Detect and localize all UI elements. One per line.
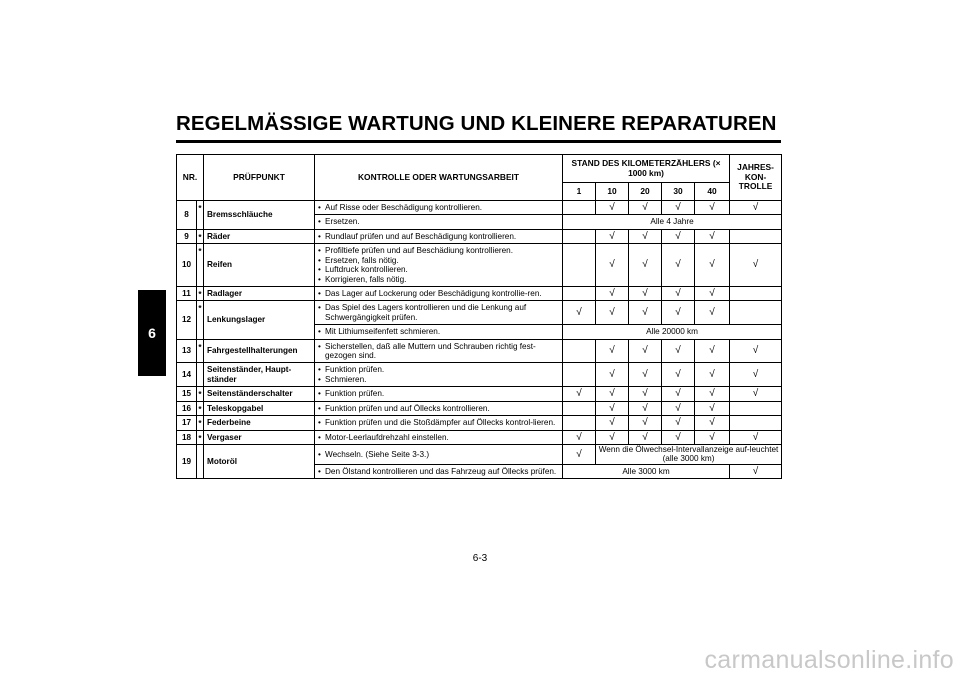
row-number: 19 [177,445,197,479]
row-item: Reifen [204,244,315,287]
title-rule [176,140,781,143]
check-mark: √ [563,445,596,465]
action-item: • Rundlauf prüfen und auf Beschädigung kontrollieren. [318,232,559,241]
row-asterisk: * [197,339,204,363]
action-item: • Ersetzen, falls nötig. [318,256,559,265]
row-item: Fahrgestellhalterungen [204,339,315,363]
check-mark: √ [629,416,662,430]
action-item: • Korrigieren, falls nötig. [318,275,559,284]
action-item: • Mit Lithiumseifenfett schmieren. [318,327,559,336]
row-action [315,339,563,363]
row-item: Bremsschläuche [204,201,315,230]
action-list [318,217,559,226]
row-asterisk: * [197,401,204,415]
action-item: • Ersetzen. [318,217,559,226]
row-number: 14 [177,363,197,387]
action-list [318,289,559,298]
page-title: REGELMÄSSIGE WARTUNG UND KLEINERE REPARATUREN [176,112,777,135]
table-row [177,387,782,401]
check-mark: √ [629,363,662,387]
check-mark: √ [629,339,662,363]
table-row [177,445,782,465]
row-item: Federbeine [204,416,315,430]
row-asterisk: * [197,430,204,444]
maintenance-table [176,154,782,479]
row-item: Seitenständerschalter [204,387,315,401]
check-mark: √ [596,363,629,387]
check-mark [563,416,596,430]
check-mark: √ [695,416,730,430]
table-row [177,301,782,325]
merged-interval: Alle 20000 km [563,325,782,339]
check-mark: √ [662,363,695,387]
check-mark [563,229,596,243]
row-item: Motoröl [204,445,315,479]
row-action [315,387,563,401]
action-list [318,203,559,212]
row-item: Vergaser [204,430,315,444]
row-action [315,363,563,387]
check-mark [730,401,782,415]
check-mark [563,401,596,415]
check-mark: √ [596,301,629,325]
table-row [177,416,782,430]
action-item: • Funktion prüfen. [318,389,559,398]
row-item: Teleskopgabel [204,401,315,415]
action-list [318,327,559,336]
action-item: • Das Lager auf Lockerung oder Beschädigung kontrollie-ren. [318,289,559,298]
check-mark: √ [662,401,695,415]
row-action [315,286,563,300]
row-number: 10 [177,244,197,287]
merged-interval: Wenn die Ölwechsel-Intervallanzeige auf-leuchtet (alle 3000 km) [596,445,782,465]
row-asterisk: * [197,286,204,300]
row-item: Räder [204,229,315,243]
row-item: Lenkungslager [204,301,315,339]
table-row [177,339,782,363]
check-mark: √ [662,244,695,287]
row-number: 13 [177,339,197,363]
merged-interval: Alle 4 Jahre [563,215,782,229]
table-row [177,430,782,444]
check-mark: √ [629,229,662,243]
check-mark [563,339,596,363]
check-mark: √ [695,229,730,243]
row-asterisk: * [197,387,204,401]
row-number: 15 [177,387,197,401]
check-mark: √ [596,401,629,415]
check-mark: √ [629,401,662,415]
check-mark: √ [563,430,596,444]
check-mark: √ [596,286,629,300]
header-nr: NR. [177,155,204,201]
row-action [315,401,563,415]
table-row [177,286,782,300]
row-action [315,201,563,215]
check-mark: √ [730,387,782,401]
check-mark: √ [563,301,596,325]
action-list [318,246,559,284]
check-mark: √ [730,430,782,444]
check-mark: √ [695,387,730,401]
check-mark: √ [695,286,730,300]
check-mark: √ [596,387,629,401]
row-asterisk: * [197,244,204,287]
check-mark: √ [596,339,629,363]
action-list [318,303,559,322]
table-row [177,244,782,287]
action-list [318,450,559,459]
header-stand: STAND DES KILOMETERZÄHLERS (× 1000 km) [563,155,730,183]
row-number: 17 [177,416,197,430]
check-mark: √ [629,244,662,287]
check-mark [730,416,782,430]
action-list [318,389,559,398]
check-mark: √ [629,301,662,325]
header-km: 20 [629,183,662,201]
row-number: 18 [177,430,197,444]
action-list [318,365,559,384]
check-mark [563,201,596,215]
action-list [318,342,559,361]
header-km: 10 [596,183,629,201]
merged-interval: Alle 3000 km [563,464,730,478]
check-mark: √ [596,201,629,215]
action-item: • Funktion prüfen und die Stoßdämpfer auf Öllecks kontrol-lieren. [318,418,559,427]
action-item: • Auf Risse oder Beschädigung kontrollieren. [318,203,559,212]
row-number: 9 [177,229,197,243]
check-mark: √ [695,401,730,415]
row-asterisk [197,363,204,387]
check-mark: √ [596,430,629,444]
check-mark: √ [662,201,695,215]
check-mark: √ [730,339,782,363]
check-mark: √ [629,430,662,444]
check-mark [730,229,782,243]
action-list [318,467,559,476]
action-list [318,404,559,413]
header-kontrolle: KONTROLLE ODER WARTUNGSARBEIT [315,155,563,201]
table-row [177,363,782,387]
action-item: • Den Ölstand kontrollieren und das Fahrzeug auf Öllecks prüfen. [318,467,559,476]
check-mark: √ [596,244,629,287]
check-mark: √ [662,387,695,401]
check-mark: √ [695,339,730,363]
row-action [315,416,563,430]
action-item: • Das Spiel des Lagers kontrollieren und die Lenkung auf Schwergängigkeit prüfen. [318,303,559,322]
table-row [177,201,782,215]
row-number: 8 [177,201,197,230]
row-asterisk: * [197,416,204,430]
action-item: • Funktion prüfen und auf Öllecks kontrollieren. [318,404,559,413]
check-mark: √ [730,363,782,387]
row-asterisk [197,445,204,479]
row-asterisk: * [197,201,204,230]
check-mark: √ [662,339,695,363]
chapter-tab: 6 [138,290,166,376]
row-action [315,464,563,478]
check-mark: √ [662,286,695,300]
page-number: 6-3 [472,553,488,564]
check-mark [730,286,782,300]
check-mark: √ [730,244,782,287]
action-item: • Motor-Leerlaufdrehzahl einstellen. [318,433,559,442]
check-mark: √ [563,387,596,401]
check-mark: √ [596,229,629,243]
row-asterisk: * [197,229,204,243]
check-mark: √ [695,430,730,444]
row-action [315,325,563,339]
row-asterisk: * [197,301,204,339]
table-row [177,401,782,415]
check-mark: √ [695,201,730,215]
check-mark [563,286,596,300]
row-number: 12 [177,301,197,339]
row-action [315,244,563,287]
action-list [318,418,559,427]
row-action [315,301,563,325]
header-km: 1 [563,183,596,201]
header-jahres: JAHRES-KON-TROLLE [730,155,782,201]
action-item: • Profiltiefe prüfen und auf Beschädiung kontrollieren. [318,246,559,255]
check-mark: √ [695,363,730,387]
action-item: • Wechseln. (Siehe Seite 3-3.) [318,450,559,459]
action-item: • Sicherstellen, daß alle Muttern und Schrauben richtig fest-gezogen sind. [318,342,559,361]
row-item: Radlager [204,286,315,300]
header-km: 40 [695,183,730,201]
action-list [318,433,559,442]
action-item: • Schmieren. [318,375,559,384]
row-number: 16 [177,401,197,415]
row-item: Seitenständer, Haupt-ständer [204,363,315,387]
table-row [177,229,782,243]
check-mark: √ [629,286,662,300]
check-mark: √ [629,387,662,401]
action-list [318,232,559,241]
check-mark [563,244,596,287]
row-action [315,445,563,465]
check-mark: √ [662,229,695,243]
check-mark: √ [730,201,782,215]
row-action [315,229,563,243]
check-mark: √ [662,416,695,430]
check-mark: √ [662,301,695,325]
header-pruefpunkt: PRÜFPUNKT [204,155,315,201]
row-action [315,430,563,444]
check-mark [563,363,596,387]
watermark: carmanualsonline.info [704,646,954,674]
check-mark: √ [629,201,662,215]
check-mark [730,301,782,325]
check-mark: √ [695,301,730,325]
check-mark: √ [662,430,695,444]
action-item: • Funktion prüfen. [318,365,559,374]
row-number: 11 [177,286,197,300]
row-action [315,215,563,229]
header-km: 30 [662,183,695,201]
check-mark: √ [596,416,629,430]
check-mark: √ [695,244,730,287]
action-item: • Luftdruck kontrollieren. [318,265,559,274]
check-mark: √ [730,464,782,478]
